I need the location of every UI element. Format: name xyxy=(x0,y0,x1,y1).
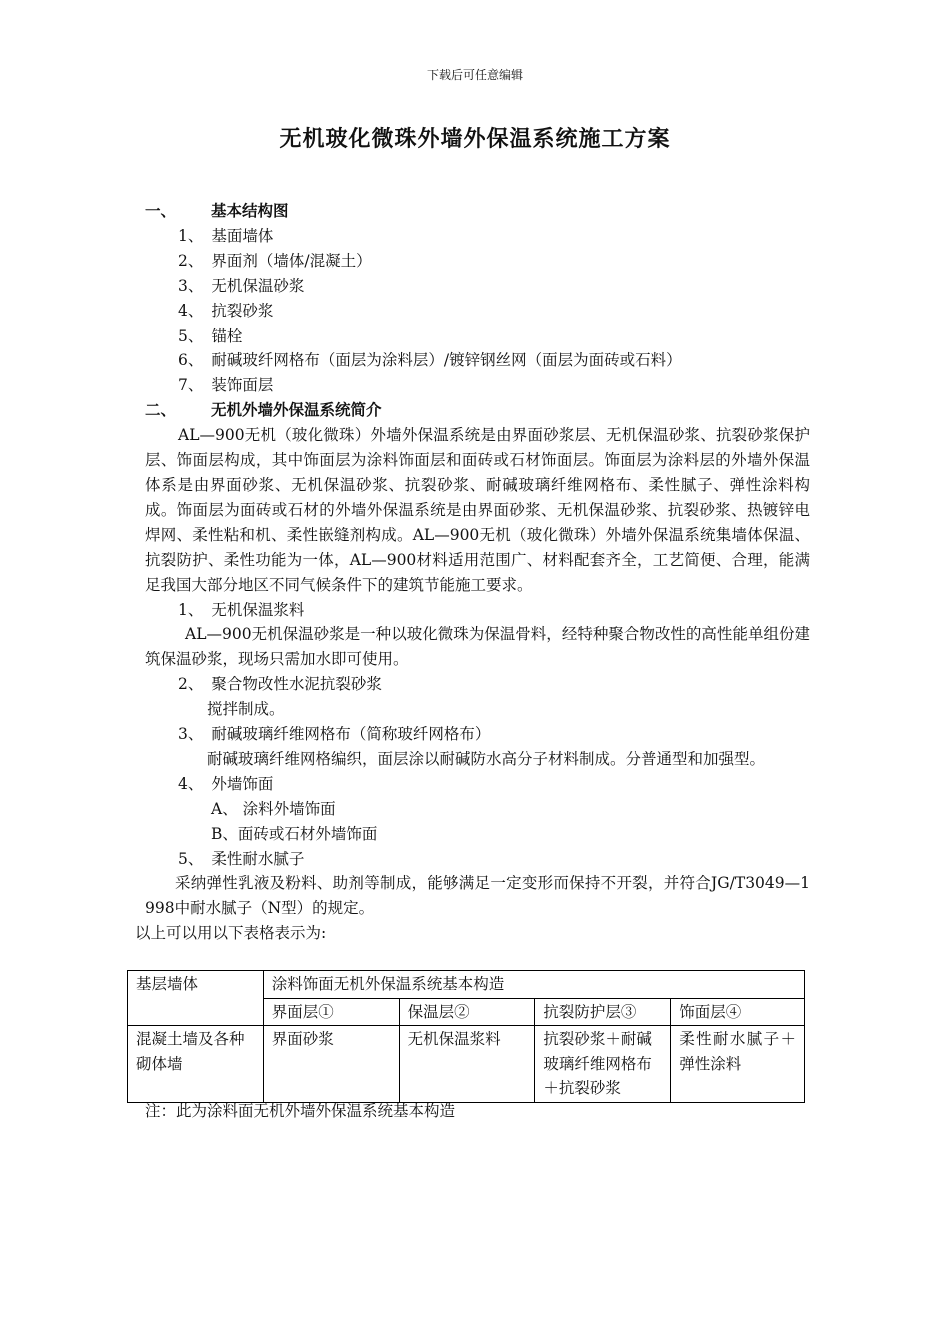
subsection-heading: 5、 柔性耐水腻子 xyxy=(178,849,305,868)
document-title: 无机玻化微珠外墙外保温系统施工方案 xyxy=(279,126,671,152)
sub-item: B、面砖或石材外墙饰面 xyxy=(211,824,378,843)
table-row xyxy=(128,1026,805,1103)
list-item: 5、 锚栓 xyxy=(178,326,243,345)
section-number: 二、 xyxy=(145,400,177,420)
list-item: 1、 基面墙体 xyxy=(178,226,274,245)
construction-table xyxy=(127,970,805,1103)
section-title: 无机外墙外保温系统简介 xyxy=(211,400,382,420)
list-item: 2、 界面剂（墙体/混凝土） xyxy=(178,251,372,270)
table-group-header: 涂料饰面无机外保温系统基本构造 xyxy=(263,971,804,999)
header-note: 下载后可任意编辑 xyxy=(426,68,523,82)
subsection-paragraph: 搅拌制成。 xyxy=(207,700,285,719)
list-item: 7、 装饰面层 xyxy=(178,376,274,395)
table-header-cell: 保温层② xyxy=(399,998,535,1026)
list-item: 3、 无机保温砂浆 xyxy=(178,276,305,295)
table-intro: 以上可以用以下表格表示为: xyxy=(135,924,327,943)
list-item: 4、 抗裂砂浆 xyxy=(178,301,274,320)
section-2-heading xyxy=(145,398,810,423)
table-header-cell: 饰面层④ xyxy=(671,998,805,1026)
subsection-paragraph: 采纳弹性乳液及粉料、助剂等制成，能够满足一定变形而保持不开裂，并符合JG/T3049—1998中耐水腻子（N型）的规定。 xyxy=(145,874,810,918)
table-cell: 界面砂浆 xyxy=(263,1026,399,1103)
section-title: 基本结构图 xyxy=(211,201,289,220)
subsection-heading: 3、 耐碱玻璃纤维网格布（简称玻纤网格布） xyxy=(178,725,491,744)
table-cell: 抗裂砂浆＋耐碱玻璃纤维网格布＋抗裂砂浆 xyxy=(535,1026,671,1103)
footnote: 注：此为涂料面无机外墙外保温系统基本构造 xyxy=(145,1102,456,1120)
table-header-cell: 基层墙体 xyxy=(128,971,264,1026)
sub-item: A、 涂料外墙饰面 xyxy=(211,799,336,818)
section-1-heading xyxy=(145,199,810,224)
intro-paragraph: AL—900无机（玻化微珠）外墙外保温系统是由界面砂浆层、无机保温砂浆、抗裂砂浆保护层、饰面层构成，其中饰面层为涂料饰面层和面砖或石材饰面层。饰面层为涂料层的外墙外保温体系是由界面砂浆、无机保温砂浆、抗裂砂浆、耐碱玻璃纤维网格布、柔性腻子、弹性涂料构成。饰面层为面砖或石材的外墙外保温系统是由界面砂浆、无机保温砂浆、抗裂砂浆、热镀锌电焊网、柔性粘和机、柔性嵌缝剂构成。AL—900无机（玻化微珠）外墙外保温系统集墙体保温、抗裂防护、柔性功能为一体，AL—900材料适用范围广、材料配套齐全，工艺简便、合理，能满足我国大部分地区不同气候条件下的建筑节能施工要求。 xyxy=(145,426,810,594)
table-cell: 混凝土墙及各种砌体墙 xyxy=(128,1026,264,1103)
table-cell: 无机保温浆料 xyxy=(399,1026,535,1103)
table-header-row xyxy=(128,971,805,999)
subsection-paragraph: AL—900无机保温砂浆是一种以玻化微珠为保温骨料，经特种聚合物改性的高性能单组份建筑保温砂浆，现场只需加水即可使用。 xyxy=(145,625,810,669)
table-header-cell: 界面层① xyxy=(263,998,399,1026)
subsection-heading: 2、 聚合物改性水泥抗裂砂浆 xyxy=(178,675,382,694)
subsection-paragraph: 耐碱玻璃纤维网格编织，面层涂以耐碱防水高分子材料制成。分普通型和加强型。 xyxy=(207,749,766,768)
subsection-heading: 4、 外墙饰面 xyxy=(178,774,274,793)
table-header-cell: 抗裂防护层③ xyxy=(535,998,671,1026)
table-cell: 柔性耐水腻子＋弹性涂料 xyxy=(671,1026,805,1103)
document-body xyxy=(135,199,810,946)
list-item: 6、 耐碱玻纤网格布（面层为涂料层）/镀锌钢丝网（面层为面砖或石料） xyxy=(178,351,682,370)
subsection-heading: 1、 无机保温浆料 xyxy=(178,600,305,619)
section-number: 一、 xyxy=(145,201,177,220)
